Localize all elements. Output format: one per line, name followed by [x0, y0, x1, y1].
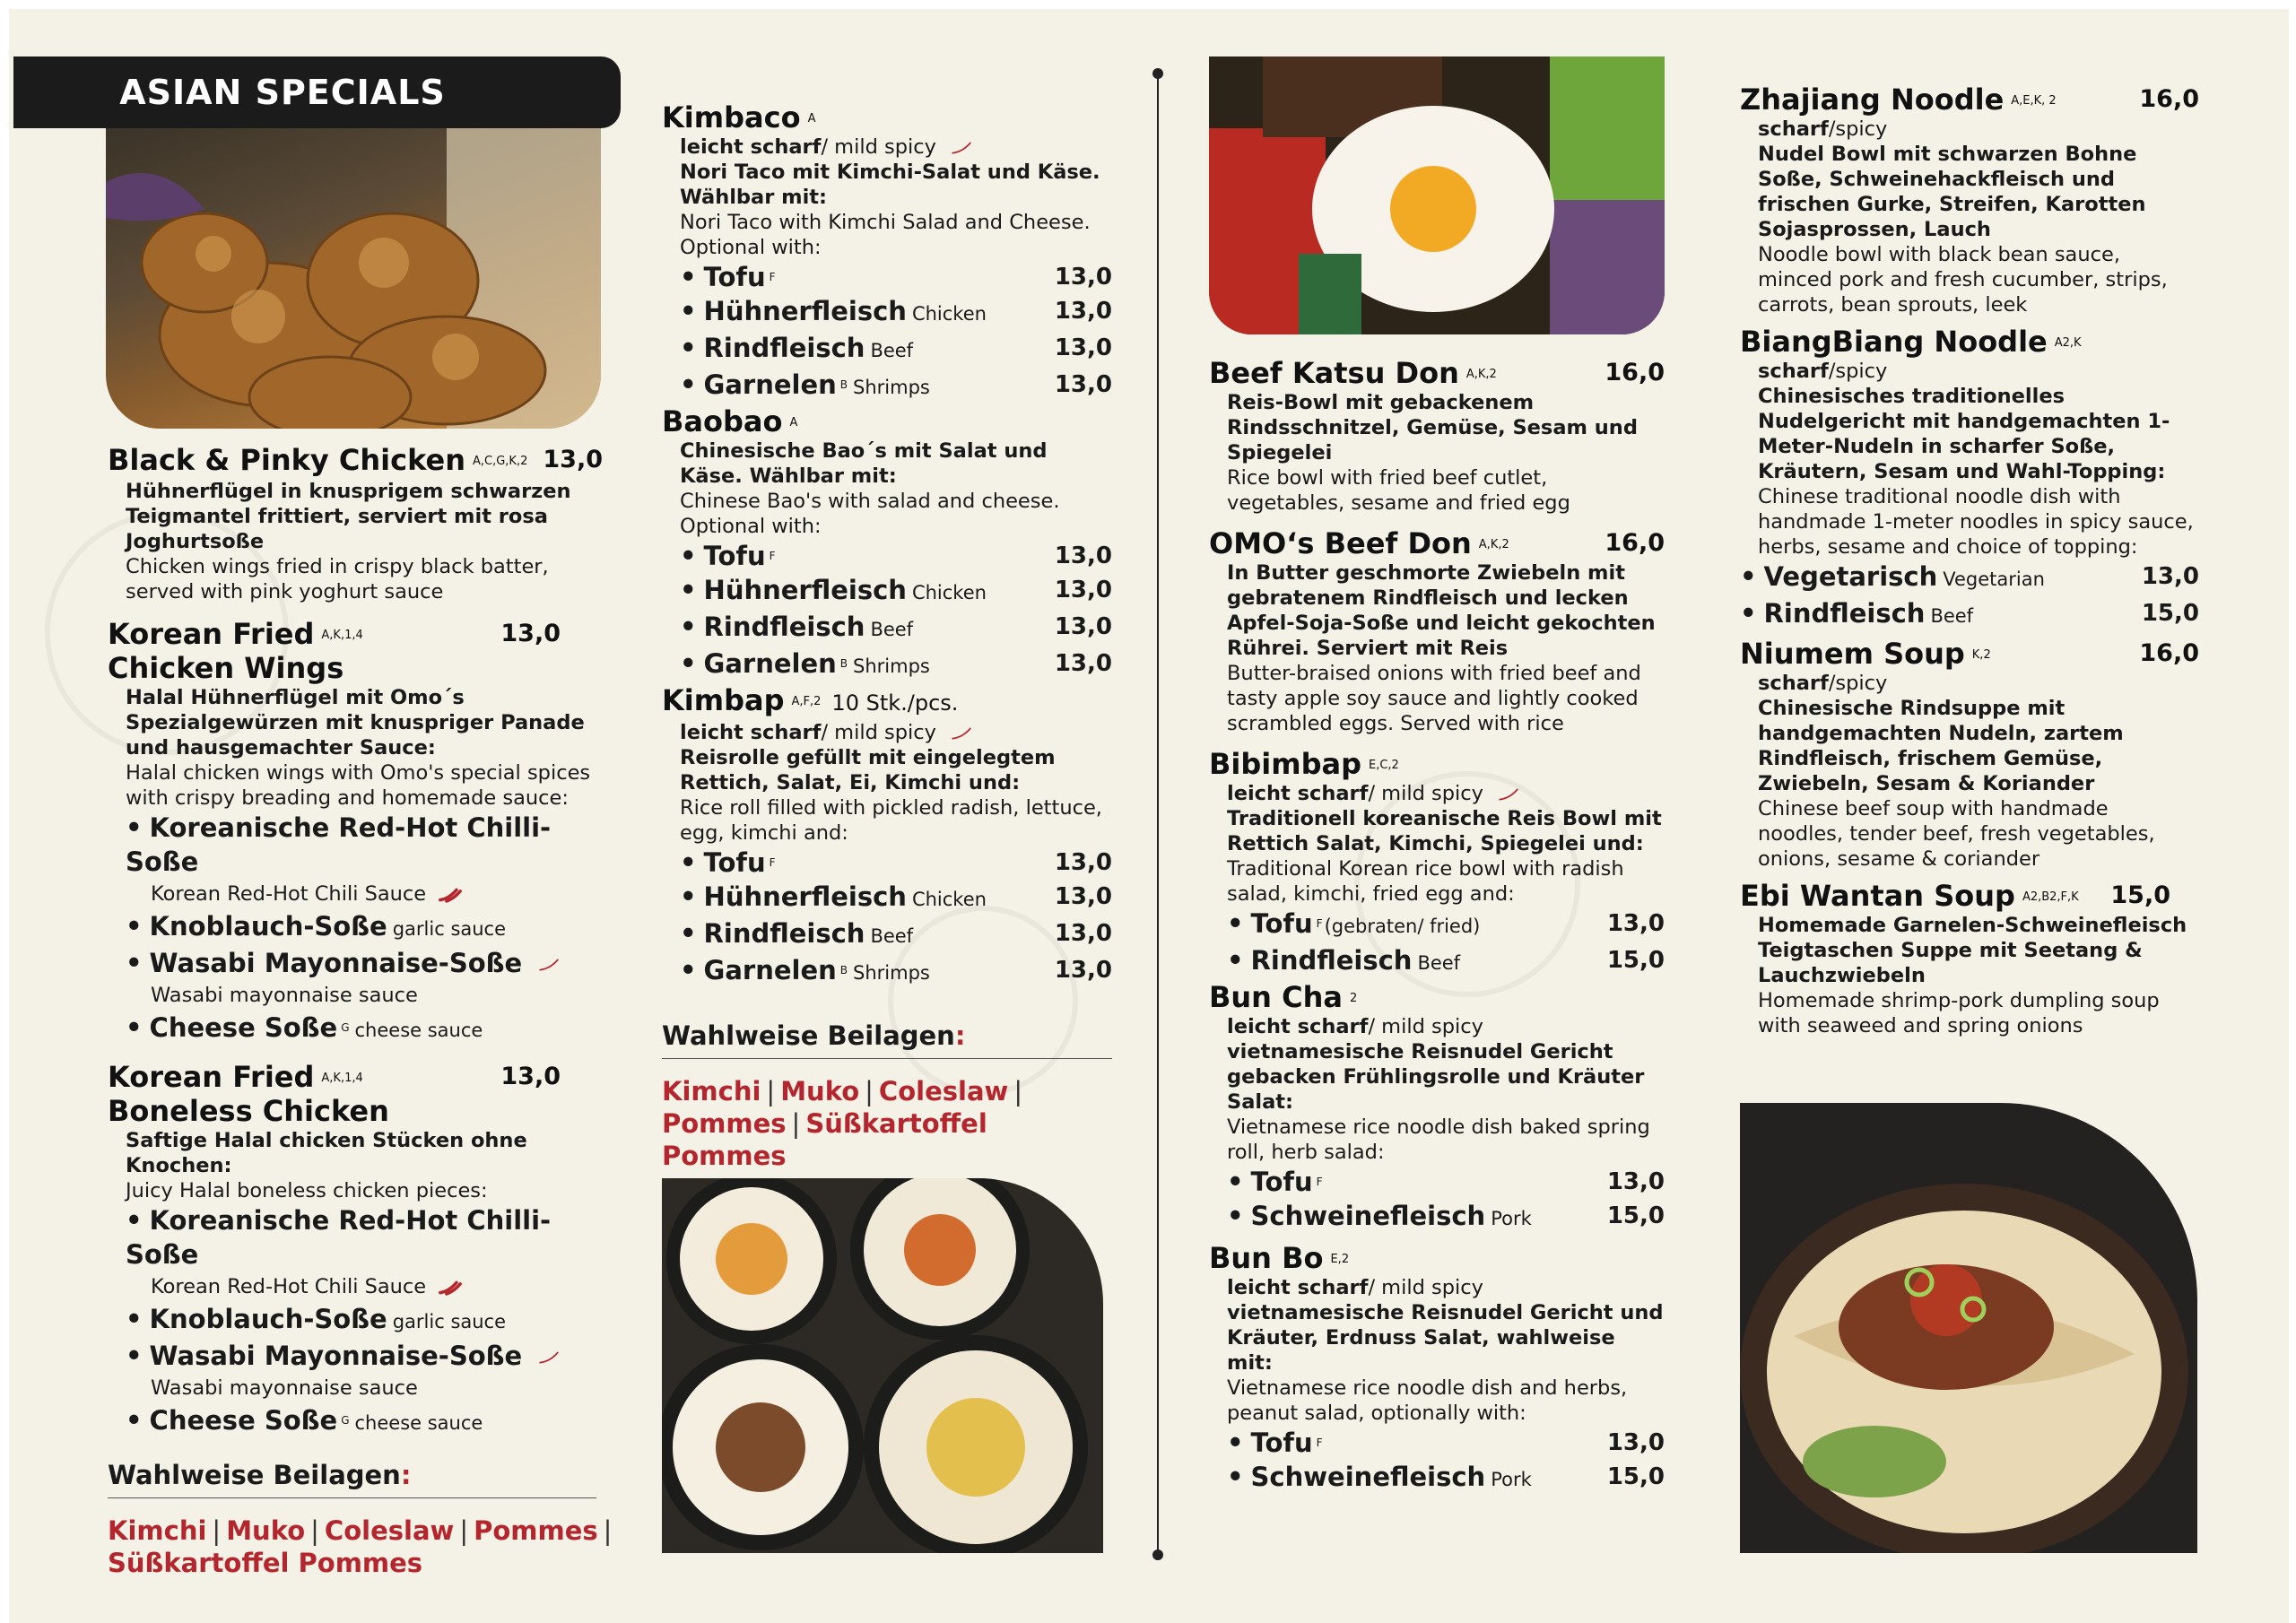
- dish-description-de: Chinesisches traditionelles Nudelgericht mit handgemachten 1-Meter-Nudeln in scharfer Soße, Kräutern, Sesam und Wahl-Topping:: [1758, 385, 2170, 483]
- option-row: • Schweinefleisch Pork 15,0: [1227, 1462, 1665, 1492]
- dish-description-de: Halal Hühnerflügel mit Omo´s Spezialgewürzen mit knuspriger Panade und hausgemachter Sauce:: [126, 686, 585, 759]
- dish-description-en: Nori Taco with Kimchi Salad and Cheese. Optional with:: [680, 211, 1091, 259]
- sauce-option-en: Wasabi mayonnaise sauce: [151, 1376, 418, 1400]
- divider-dot: [1152, 1549, 1163, 1560]
- option-row: • Schweinefleisch Pork 15,0: [1227, 1201, 1665, 1231]
- option-row: • Rindfleisch Beef 15,0: [1740, 598, 2199, 629]
- chili-icon: [949, 137, 974, 159]
- column-3: [1209, 356, 1665, 1497]
- sides-list: Kimchi | Muko | Coleslaw | Pommes | Süßkartoffel Pommes: [662, 1076, 1023, 1171]
- dish-description-en: Chinese traditional noodle dish with handmade 1-meter noodles in spicy sauce, herbs, sesame and choice of topping:: [1758, 485, 2194, 559]
- sauce-option: • Knoblauch-Soße garlic sauce: [126, 911, 507, 942]
- option-row: • Tofu $^F$ 13,0: [1227, 1428, 1665, 1458]
- dish-description-en: Chinese Bao's with salad and cheese. Optional with:: [680, 490, 1060, 538]
- dish-description-en: Noodle bowl with black bean sauce, minced pork and fresh cucumber, strips, carrots, bean sprouts, leek: [1758, 243, 2168, 317]
- dish-beef-katsu-don: Beef Katsu Don $^{A,K,2}$ 16,0: [1209, 356, 1665, 390]
- option-row: • Tofu $^F$ 13,0: [680, 262, 1112, 292]
- dish-description-en: Butter-braised onions with fried beef and tasty apple soy sauce and lightly cooked scrambled eggs. Served with rice: [1227, 662, 1641, 735]
- option-row: • Garnelen $^B$ Shrimps 13,0: [680, 955, 1112, 985]
- column-divider: [1157, 74, 1159, 1555]
- dish-description-en: Rice roll filled with pickled radish, lettuce, egg, kimchi and:: [680, 796, 1102, 845]
- dish-black-pinky-chicken: Black & Pinky Chicken $^{A,C,G,K,2}$ 13,0: [108, 443, 603, 477]
- dish-kimbap: Kimbap $^{A,F,2}$ 10 Stk./pcs.: [662, 683, 959, 717]
- option-row: • Garnelen $^B$ Shrimps 13,0: [680, 369, 1112, 400]
- dish-description-de: Hühnerflügel in knusprigem schwarzen Teigmantel frittiert, serviert mit rosa Joghurtsoße: [126, 480, 571, 553]
- option-row: • Tofu $^F$(gebraten/ fried) 13,0: [1227, 908, 1665, 939]
- dish-description-en: Rice bowl with fried beef cutlet, vegetables, sesame and fried egg: [1227, 466, 1570, 515]
- dish-description-de: Reis-Bowl mit gebackenem Rindsschnitzel, Gemüse, Sesam und Spiegelei: [1227, 391, 1638, 464]
- dish-description-de: Chinesische Rindsuppe mit handgemachten Nudeln, zartem Rindfleisch, frischem Gemüse, Zwiebeln, Sesam & Koriander: [1758, 697, 2124, 795]
- kimbap-photo: [662, 1178, 1103, 1553]
- dish-description-de: Reisrolle gefüllt mit eingelegtem Rettich, Salat, Ei, Kimchi und:: [680, 746, 1056, 794]
- dish-description-en: Chinese beef soup with handmade noodles, tender beef, fresh vegetables, onions, sesame & coriander: [1758, 797, 2155, 871]
- column-4: [1740, 82, 2199, 1038]
- dish-description-de: Saftige Halal chicken Stücken ohne Knochen:: [126, 1129, 527, 1177]
- divider-dot: [1152, 68, 1163, 79]
- option-row: • Tofu $^F$ 13,0: [680, 847, 1112, 878]
- dish-description-en: Vietnamese rice noodle dish baked spring roll, herb salad:: [1227, 1115, 1650, 1164]
- dish-korean-fried-boneless-chicken: Korean Fried $^{A,K,1,4}$ Boneless Chicken 13,0: [108, 1060, 561, 1128]
- option-row: • Rindfleisch Beef 15,0: [1227, 945, 1665, 976]
- dish-description-de: Nudel Bowl mit schwarzen Bohne Soße, Schweinehackfleisch und frischen Gurke, Streifen, Karotten Sojasprossen, Lauch: [1758, 143, 2146, 241]
- kimbap-illustration: [662, 1178, 1103, 1553]
- chili-icon: [438, 884, 463, 906]
- dish-zhajiang-noodle: Zhajiang Noodle $^{A,E,K, 2}$ 16,0: [1740, 82, 2199, 117]
- spice-level: leicht scharf/ mild spicy: [680, 720, 1112, 745]
- dish-description-de: vietnamesische Reisnudel Gericht und Kräuter, Erdnuss Salat, wahlweise mit:: [1227, 1301, 1664, 1375]
- chili-icon: [536, 954, 561, 976]
- column-2: [662, 100, 1112, 1172]
- chili-icon: [949, 723, 974, 744]
- option-row: • Rindfleisch Beef 13,0: [680, 333, 1112, 363]
- spice-level: leicht scharf/ mild spicy: [1227, 781, 1665, 806]
- sauce-option: • Cheese Soße $^G$ cheese sauce: [126, 1012, 483, 1043]
- option-row: • Hühnerfleisch Chicken 13,0: [680, 296, 1112, 326]
- dish-bun-bo: Bun Bo $^{E,2}$: [1209, 1241, 1350, 1275]
- dish-description-en: Vietnamese rice noodle dish and herbs, peanut salad, optionally with:: [1227, 1376, 1628, 1425]
- dish-bun-cha: Bun Cha $^2$: [1209, 980, 1358, 1014]
- dish-description-de: Nori Taco mit Kimchi-Salat und Käse. Wählbar mit:: [680, 161, 1100, 209]
- dish-description-en: Traditional Korean rice bowl with radish salad, kimchi, fried egg and:: [1227, 857, 1624, 906]
- dish-korean-fried-chicken-wings: Korean Fried $^{A,K,1,4}$ Chicken Wings 13,0: [108, 617, 561, 685]
- option-row: • Tofu $^F$ 13,0: [680, 541, 1112, 571]
- chili-icon: [536, 1347, 561, 1368]
- option-row: • Tofu $^F$ 13,0: [1227, 1167, 1665, 1197]
- sauce-option-en: Korean Red-Hot Chili Sauce: [151, 1271, 603, 1302]
- menu-page: [9, 9, 2289, 1623]
- spice-level: scharf/spicy: [1758, 360, 1888, 383]
- option-row: • Hühnerfleisch Chicken 13,0: [680, 881, 1112, 912]
- bibimbap-photo: [1209, 56, 1665, 334]
- dish-omos-beef-don: OMO‘s Beef Don $^{A,K,2}$ 16,0: [1209, 526, 1665, 560]
- option-row: • Garnelen $^B$ Shrimps 13,0: [680, 648, 1112, 679]
- sauce-option: • Koreanische Red-Hot Chilli-Soße: [126, 1205, 552, 1270]
- section-title: ASIAN SPECIALS: [119, 73, 446, 112]
- sauce-option: • Wasabi Mayonnaise-Soße: [126, 1339, 603, 1373]
- dish-description-en: Halal chicken wings with Omo's special spices with crispy breading and homemade sauce:: [126, 761, 591, 810]
- noodle-illustration: [1740, 1103, 2197, 1553]
- dish-description-en: Juicy Halal boneless chicken pieces:: [126, 1179, 488, 1202]
- fried-chicken-illustration: [106, 128, 601, 429]
- section-banner: [13, 56, 621, 128]
- sauce-option: • Knoblauch-Soße garlic sauce: [126, 1304, 507, 1334]
- dish-kimbaco: Kimbaco $^A$: [662, 100, 816, 135]
- option-row: • Rindfleisch Beef 13,0: [680, 612, 1112, 642]
- bibimbap-illustration: [1209, 56, 1665, 334]
- dish-description-de: vietnamesische Reisnudel Gericht gebacken Frühlingsrolle und Kräuter Salat:: [1227, 1040, 1645, 1114]
- dish-description-de: Homemade Garnelen-Schweinefleisch Teigtaschen Suppe mit Seetang & Lauchzwiebeln: [1758, 914, 2187, 987]
- option-row: • Hühnerfleisch Chicken 13,0: [680, 575, 1112, 605]
- fried-chicken-photo: [106, 128, 601, 429]
- dish-biangbiang-noodle: BiangBiang Noodle $^{A2,K}$: [1740, 325, 2082, 359]
- sauce-option-en: Korean Red-Hot Chili Sauce: [151, 879, 603, 909]
- dish-description-de: Chinesische Bao´s mit Salat und Käse. Wählbar mit:: [680, 439, 1048, 488]
- column-1: [108, 443, 613, 1579]
- dish-baobao: Baobao $^A$: [662, 404, 798, 438]
- chili-icon: [1496, 784, 1521, 805]
- option-row: • Vegetarisch Vegetarian 13,0: [1740, 561, 2199, 592]
- dish-niumem-soup: Niumem Soup $^{K,2}$ 16,0: [1740, 637, 2199, 671]
- dish-description-en: Homemade shrimp-pork dumpling soup with seaweed and spring onions: [1758, 989, 2160, 1037]
- option-row: • Rindfleisch Beef 13,0: [680, 918, 1112, 949]
- spice-level: scharf/spicy: [1758, 672, 1888, 695]
- spice-level: leicht scharf/ mild spicy: [1227, 1015, 1483, 1038]
- sides-heading: Wahlweise Beilagen:: [662, 1020, 1112, 1059]
- sauce-option: • Cheese Soße $^G$ cheese sauce: [126, 1405, 483, 1436]
- dish-description-de: Traditionell koreanische Reis Bowl mit Rettich Salat, Kimchi, Spiegelei und:: [1227, 807, 1662, 855]
- sides-heading: Wahlweise Beilagen:: [108, 1460, 596, 1498]
- spice-level: leicht scharf/ mild spicy: [1227, 1276, 1483, 1299]
- noodle-photo: [1740, 1103, 2197, 1553]
- chili-icon: [438, 1277, 463, 1298]
- dish-description-de: In Butter geschmorte Zwiebeln mit gebratenem Rindfleisch und lecken Apfel-Soja-Soße und leicht gekochten Rührei. Serviert mit Reis: [1227, 561, 1656, 660]
- sauce-option: • Koreanische Red-Hot Chilli-Soße: [126, 812, 552, 877]
- spice-level: leicht scharf/ mild spicy: [680, 135, 1112, 160]
- dish-description-en: Chicken wings fried in crispy black batter, served with pink yoghurt sauce: [126, 555, 549, 603]
- sides-list: Kimchi | Muko | Coleslaw | Pommes | Süßkartoffel Pommes: [108, 1515, 613, 1578]
- dish-ebi-wantan-soup: Ebi Wantan Soup $^{A2,B2,F,K}$ 15,0: [1740, 879, 2170, 913]
- sauce-option-en: Wasabi mayonnaise sauce: [151, 984, 418, 1007]
- spice-level: scharf/spicy: [1758, 117, 1888, 141]
- dish-bibimbap: Bibimbap $^{E,C,2}$: [1209, 747, 1399, 781]
- sauce-option: • Wasabi Mayonnaise-Soße: [126, 946, 603, 980]
